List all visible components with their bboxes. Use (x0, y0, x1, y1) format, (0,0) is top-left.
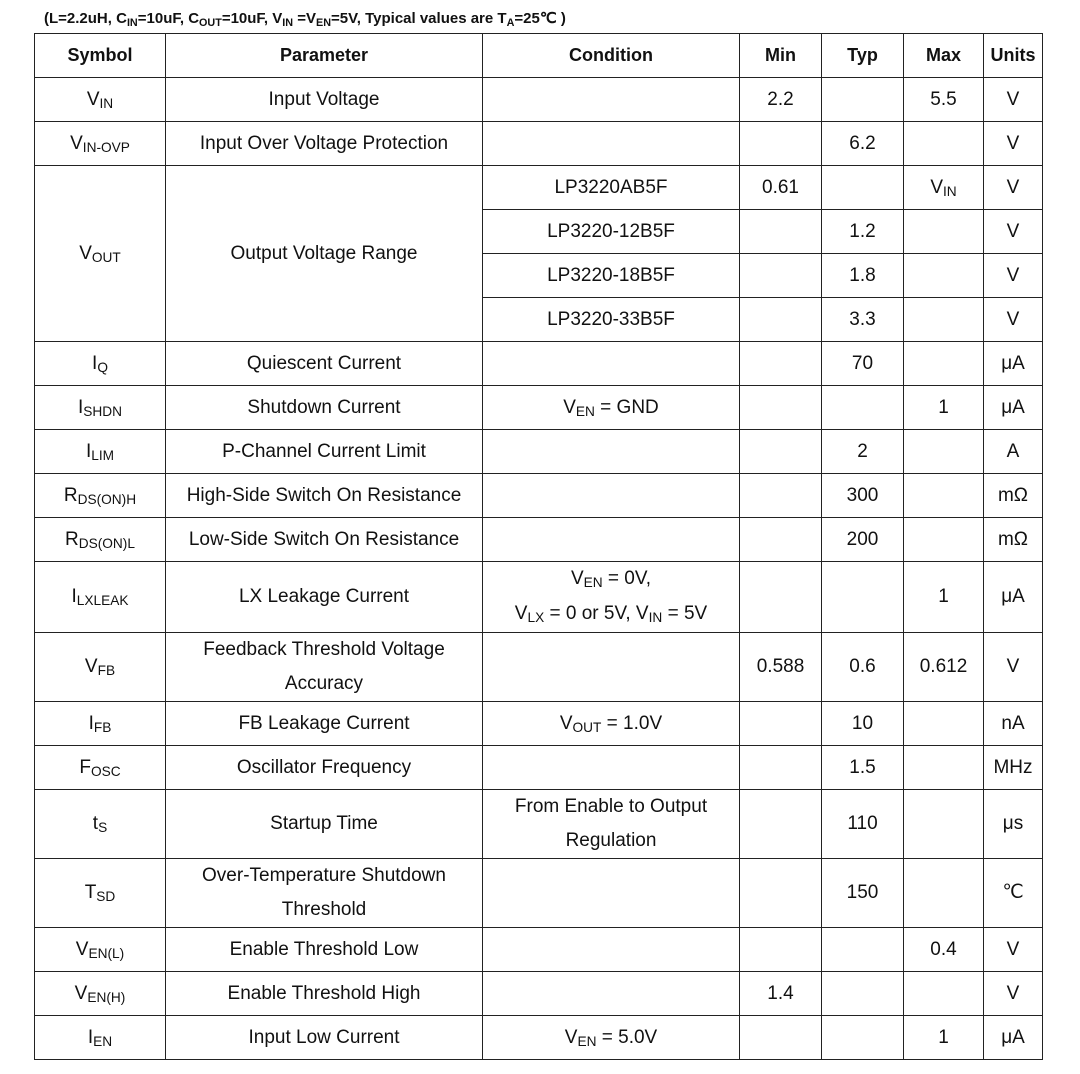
min-cell (740, 342, 822, 386)
condition-cell (483, 474, 740, 518)
min-cell (740, 298, 822, 342)
unit-cell: V (984, 633, 1043, 702)
condition-cell (483, 342, 740, 386)
header-max: Max (904, 34, 984, 78)
parameter-cell (166, 859, 483, 928)
table-row (35, 430, 1043, 474)
table-row (35, 702, 1043, 746)
parameter-cell: Output Voltage Range (166, 166, 483, 342)
max-cell (904, 790, 984, 859)
table-row (35, 859, 1043, 928)
condition-cell: LP3220-33B5F (483, 298, 740, 342)
symbol-cell: $t_S$ (35, 790, 166, 859)
unit-cell: V (984, 298, 1043, 342)
symbol-cell: $I_{LIM}$ (35, 430, 166, 474)
parameter-cell: Enable Threshold Low (166, 928, 483, 972)
parameter-cell: Enable Threshold High (166, 972, 483, 1016)
max-cell: 1 (904, 1016, 984, 1060)
typ-cell (822, 562, 904, 633)
parameter-cell: Oscillator Frequency (166, 746, 483, 790)
condition-line: $V_{LX} = 0$ or 5V, $V_{IN} = 5V$ (514, 603, 708, 625)
condition-cell: $V_{OUT} = 1.0V$ (483, 702, 740, 746)
condition-cell (483, 122, 740, 166)
min-cell (740, 254, 822, 298)
parameter-cell: Input Low Current (166, 1016, 483, 1060)
typ-cell: 150 (822, 859, 904, 928)
condition-line: From Enable to Output (514, 796, 708, 817)
table-row (35, 633, 1043, 702)
symbol-cell: $F_{OSC}$ (35, 746, 166, 790)
header-symbol: Symbol (35, 34, 166, 78)
max-cell: 1 (904, 386, 984, 430)
unit-cell: V (984, 972, 1043, 1016)
min-cell (740, 518, 822, 562)
max-cell (904, 518, 984, 562)
max-cell: 5.5 (904, 78, 984, 122)
condition-cell (483, 859, 740, 928)
min-cell (740, 790, 822, 859)
parameter-cell: Quiescent Current (166, 342, 483, 386)
parameter-cell: Low-Side Switch On Resistance (166, 518, 483, 562)
max-cell (904, 474, 984, 518)
max-cell: 0.4 (904, 928, 984, 972)
condition-cell (483, 518, 740, 562)
header-min: Min (740, 34, 822, 78)
min-cell: 2.2 (740, 78, 822, 122)
symbol-cell: $I_{FB}$ (35, 702, 166, 746)
unit-cell: ℃ (984, 859, 1043, 928)
parameter-cell: LX Leakage Current (166, 562, 483, 633)
symbol-cell: $I_{SHDN}$ (35, 386, 166, 430)
min-cell: 0.61 (740, 166, 822, 210)
condition-cell (483, 562, 740, 633)
condition-cell (483, 928, 740, 972)
table-row (35, 562, 1043, 633)
parameter-cell: FB Leakage Current (166, 702, 483, 746)
min-cell (740, 928, 822, 972)
unit-cell: μA (984, 386, 1043, 430)
table-row (35, 166, 1043, 210)
typ-cell (822, 972, 904, 1016)
max-cell (904, 859, 984, 928)
parameter-line: Accuracy (284, 673, 364, 694)
unit-cell: μA (984, 562, 1043, 633)
condition-cell (483, 746, 740, 790)
typ-cell: 1.2 (822, 210, 904, 254)
unit-cell: mΩ (984, 518, 1043, 562)
table-row (35, 746, 1043, 790)
parameter-line: Feedback Threshold Voltage (203, 639, 445, 660)
condition-cell (483, 633, 740, 702)
header-row (35, 34, 1043, 78)
parameter-cell: P-Channel Current Limit (166, 430, 483, 474)
min-cell (740, 746, 822, 790)
parameter-line: Over-Temperature Shutdown (202, 865, 446, 886)
table-row (35, 928, 1043, 972)
typ-cell (822, 928, 904, 972)
max-cell (904, 298, 984, 342)
min-cell (740, 702, 822, 746)
table-row (35, 386, 1043, 430)
parameter-cell (166, 633, 483, 702)
min-cell (740, 562, 822, 633)
min-cell (740, 122, 822, 166)
max-cell (904, 210, 984, 254)
header-units: Units (984, 34, 1043, 78)
table-row (35, 122, 1043, 166)
typ-cell: 300 (822, 474, 904, 518)
min-cell (740, 430, 822, 474)
symbol-cell: $R_{DS(ON)H}$ (35, 474, 166, 518)
min-cell: 0.588 (740, 633, 822, 702)
max-cell (904, 746, 984, 790)
condition-cell: LP3220-18B5F (483, 254, 740, 298)
symbol-cell: $I_{EN}$ (35, 1016, 166, 1060)
typ-cell: 0.6 (822, 633, 904, 702)
typ-cell: 3.3 (822, 298, 904, 342)
symbol-cell: $V_{OUT}$ (35, 166, 166, 342)
symbol-cell: $R_{DS(ON)L}$ (35, 518, 166, 562)
symbol-cell: $T_{SD}$ (35, 859, 166, 928)
symbol-cell: $V_{FB}$ (35, 633, 166, 702)
unit-cell: nA (984, 702, 1043, 746)
unit-cell: V (984, 210, 1043, 254)
parameter-cell: High-Side Switch On Resistance (166, 474, 483, 518)
symbol-cell: $V_{IN-OVP}$ (35, 122, 166, 166)
typ-cell (822, 386, 904, 430)
max-cell (904, 702, 984, 746)
max-cell (904, 430, 984, 474)
max-cell: 0.612 (904, 633, 984, 702)
min-cell (740, 1016, 822, 1060)
unit-cell: V (984, 166, 1043, 210)
symbol-cell: $V_{EN(H)}$ (35, 972, 166, 1016)
unit-cell: V (984, 928, 1043, 972)
symbol-cell: $I_{LXLEAK}$ (35, 562, 166, 633)
unit-cell: V (984, 254, 1043, 298)
condition-line: Regulation (565, 830, 657, 851)
typ-cell: 10 (822, 702, 904, 746)
typ-cell: 70 (822, 342, 904, 386)
table-row (35, 972, 1043, 1016)
header-typ: Typ (822, 34, 904, 78)
typ-cell: 6.2 (822, 122, 904, 166)
unit-cell: μA (984, 342, 1043, 386)
typ-cell: 1.8 (822, 254, 904, 298)
unit-cell: V (984, 78, 1043, 122)
condition-cell (483, 790, 740, 859)
table-row (35, 342, 1043, 386)
max-cell (904, 254, 984, 298)
parameter-cell: Startup Time (166, 790, 483, 859)
table-row (35, 78, 1043, 122)
max-cell: $V_{IN}$ (904, 166, 984, 210)
min-cell (740, 474, 822, 518)
header-condition: Condition (483, 34, 740, 78)
typ-cell: 2 (822, 430, 904, 474)
min-cell (740, 859, 822, 928)
unit-cell: A (984, 430, 1043, 474)
unit-cell: mΩ (984, 474, 1043, 518)
typ-cell (822, 78, 904, 122)
parameter-line: Threshold (281, 899, 367, 920)
condition-cell (483, 430, 740, 474)
min-cell: 1.4 (740, 972, 822, 1016)
max-cell: 1 (904, 562, 984, 633)
max-cell (904, 342, 984, 386)
condition-cell: LP3220-12B5F (483, 210, 740, 254)
typ-cell: 200 (822, 518, 904, 562)
electrical-characteristics-table (34, 33, 1043, 1060)
condition-line: $V_{EN} = 0V$, (570, 568, 652, 590)
unit-cell: V (984, 122, 1043, 166)
parameter-cell: Shutdown Current (166, 386, 483, 430)
table-caption: (L=2.2uH, $C_{IN}=10uF$, $C_{OUT}=10uF$, $V_{IN} =V_{EN}=5V$, Typical values are $T_A=25℃$ ) (44, 10, 566, 29)
unit-cell: μA (984, 1016, 1043, 1060)
parameter-cell: Input Voltage (166, 78, 483, 122)
max-cell (904, 122, 984, 166)
table-row (35, 790, 1043, 859)
unit-cell: MHz (984, 746, 1043, 790)
symbol-cell: $V_{EN(L)}$ (35, 928, 166, 972)
typ-cell: 1.5 (822, 746, 904, 790)
max-cell (904, 972, 984, 1016)
min-cell (740, 210, 822, 254)
unit-cell: μs (984, 790, 1043, 859)
symbol-cell: $I_Q$ (35, 342, 166, 386)
typ-cell: 110 (822, 790, 904, 859)
condition-cell: $V_{EN} = 5.0V$ (483, 1016, 740, 1060)
table-row (35, 474, 1043, 518)
header-parameter: Parameter (166, 34, 483, 78)
min-cell (740, 386, 822, 430)
typ-cell (822, 1016, 904, 1060)
condition-cell (483, 972, 740, 1016)
parameter-cell: Input Over Voltage Protection (166, 122, 483, 166)
condition-cell (483, 78, 740, 122)
condition-cell: $V_{EN}$ = GND (483, 386, 740, 430)
typ-cell (822, 166, 904, 210)
table-row (35, 1016, 1043, 1060)
condition-cell: LP3220AB5F (483, 166, 740, 210)
symbol-cell: $V_{IN}$ (35, 78, 166, 122)
table-row (35, 518, 1043, 562)
